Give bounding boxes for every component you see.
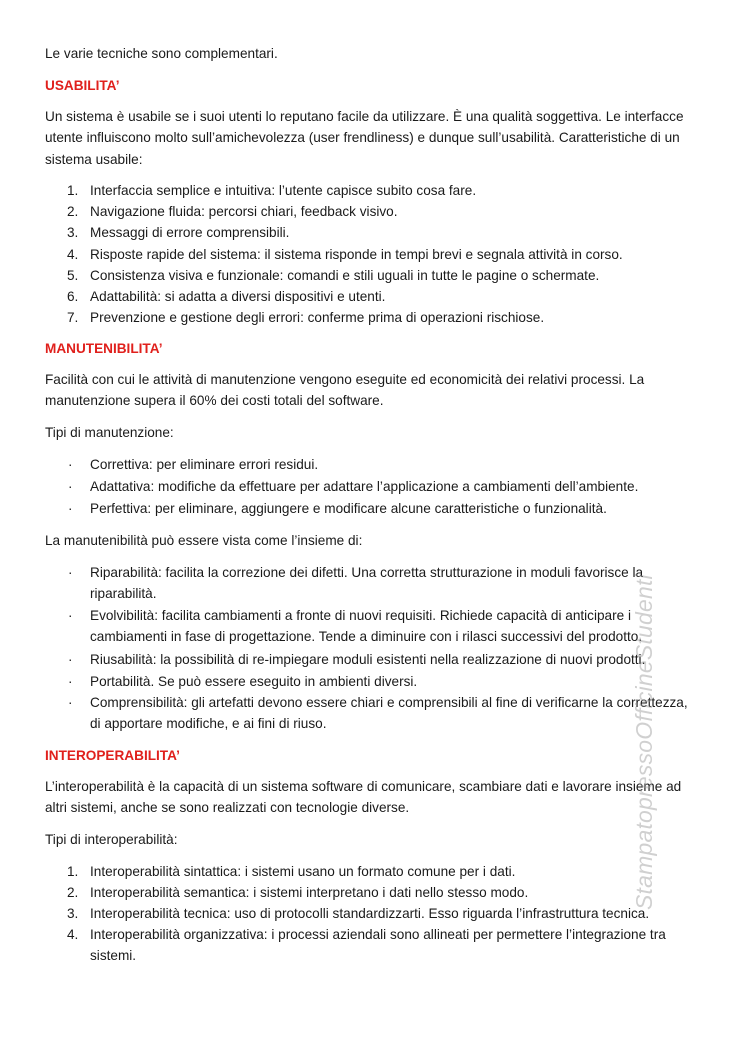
list-number: 6. [67,289,79,304]
list-item-text: Riusabilità: la possibilità di re-impiegare moduli esistenti nella realizzazione di nuovi prodotti. [90,652,646,667]
list-number: 2. [67,885,79,900]
interoperabilita-heading: INTEROPERABILITA’ [45,748,180,763]
list-item [45,861,700,882]
bullet: · [68,479,73,494]
list-item [45,476,700,497]
list-number: 7. [67,310,79,325]
manutenibilita-heading: MANUTENIBILITA’ [45,341,163,356]
bullet: · [68,565,73,580]
usabilita-paragraph: Un sistema è usabile se i suoi utenti lo reputano facile da utilizzare. È una qualità soggettiva. Le interfacce utente influiscono molto sull’amichevolezza (user frendliness) e dunque sull’usabilità. Caratteristiche di un sistema usabile: [45,109,684,167]
list-item-text: Interoperabilità organizzativa: i processi aziendali sono allineati per permettere l’integrazione tra sistemi. [90,927,666,964]
list-item-text: Interoperabilità semantica: i sistemi interpretano i dati nello stesso modo. [90,885,529,900]
list-item-text: Perfettiva: per eliminare, aggiungere e modificare alcune caratteristiche o funzionalità. [90,501,607,516]
list-item-text: Risposte rapide del sistema: il sistema risponde in tempi brevi e segnala attività in corso. [90,247,623,262]
list-item [45,180,700,201]
list-item [45,692,700,735]
list-item-text: Comprensibilità: gli artefatti devono essere chiari e comprensibili al fine di verificarne la correttezza, di apportare modifiche, e ai fini di riuso. [90,695,688,732]
list-item-text: Consistenza visiva e funzionale: comandi e stili uguali in tutte le pagine o schermate. [90,268,600,283]
list-number: 1. [67,864,79,879]
manutenibilita-insieme-label: La manutenibilità può essere vista come l’insieme di: [45,533,363,548]
bullet: · [68,457,73,472]
interoperabilita-paragraph: L’interoperabilità è la capacità di un sistema software di comunicare, scambiare dati e lavorare insieme ad altri sistemi, anche se sono realizzati con tecnologie diverse. [45,779,682,816]
list-item-text: Correttiva: per eliminare errori residui. [90,457,319,472]
list-item-text: Portabilità. Se può essere eseguito in ambienti diversi. [90,674,418,689]
bullet: · [68,674,73,689]
list-item [45,244,700,265]
list-item [45,671,700,692]
list-item [45,498,700,519]
list-item-text: Evolvibilità: facilita cambiamenti a fronte di nuovi requisiti. Richiede capacità di anticipare i cambiamenti in fase di progettazione. Tende a diminuire con i rilasci successivi del prodotto. [90,608,643,645]
list-number: 4. [67,927,79,942]
list-item-text: Adattabilità: si adatta a diversi dispositivi e utenti. [90,289,386,304]
list-item [45,562,700,605]
usabilita-heading: USABILITA’ [45,78,120,93]
watermark-text: StampatopressoOfficineStudenti [631,574,657,910]
list-item-text: Adattativa: modifiche da effettuare per adattare l’applicazione a cambiamenti dell’ambiente. [90,479,639,494]
list-item [45,924,700,967]
list-number: 3. [67,906,79,921]
list-item-text: Interoperabilità tecnica: uso di protocolli standardizzarti. Esso riguarda l’infrastruttura tecnica. [90,906,650,921]
list-item-text: Riparabilità: facilita la correzione dei difetti. Una corretta strutturazione in moduli favorisce la riparabilità. [90,565,644,602]
bullet: · [68,608,73,623]
list-number: 2. [67,204,79,219]
list-number: 5. [67,268,79,283]
list-item [45,454,700,475]
list-item [45,286,700,307]
list-item [45,882,700,903]
bullet: · [68,501,73,516]
interoperabilita-types-label: Tipi di interoperabilità: [45,832,178,847]
list-item-text: Messaggi di errore comprensibili. [90,225,290,240]
bullet: · [68,695,73,710]
intro-text: Le varie tecniche sono complementari. [45,46,278,61]
list-item [45,649,700,670]
list-item [45,605,700,648]
list-item [45,307,700,328]
list-item-text: Interoperabilità sintattica: i sistemi usano un formato comune per i dati. [90,864,516,879]
list-item-text: Prevenzione e gestione degli errori: conferme prima di operazioni rischiose. [90,310,545,325]
manutenzione-types-label: Tipi di manutenzione: [45,425,174,440]
list-item-text: Navigazione fluida: percorsi chiari, feedback visivo. [90,204,398,219]
list-item [45,222,700,243]
manutenibilita-paragraph: Facilità con cui le attività di manutenzione vengono eseguite ed economicità dei relativi processi. La manutenzione supera il 60% dei costi totali del software. [45,372,645,409]
list-item [45,265,700,286]
list-item [45,903,700,924]
bullet: · [68,652,73,667]
list-item [45,201,700,222]
list-number: 1. [67,183,79,198]
list-number: 3. [67,225,79,240]
list-item-text: Interfaccia semplice e intuitiva: l’utente capisce subito cosa fare. [90,183,477,198]
list-number: 4. [67,247,79,262]
